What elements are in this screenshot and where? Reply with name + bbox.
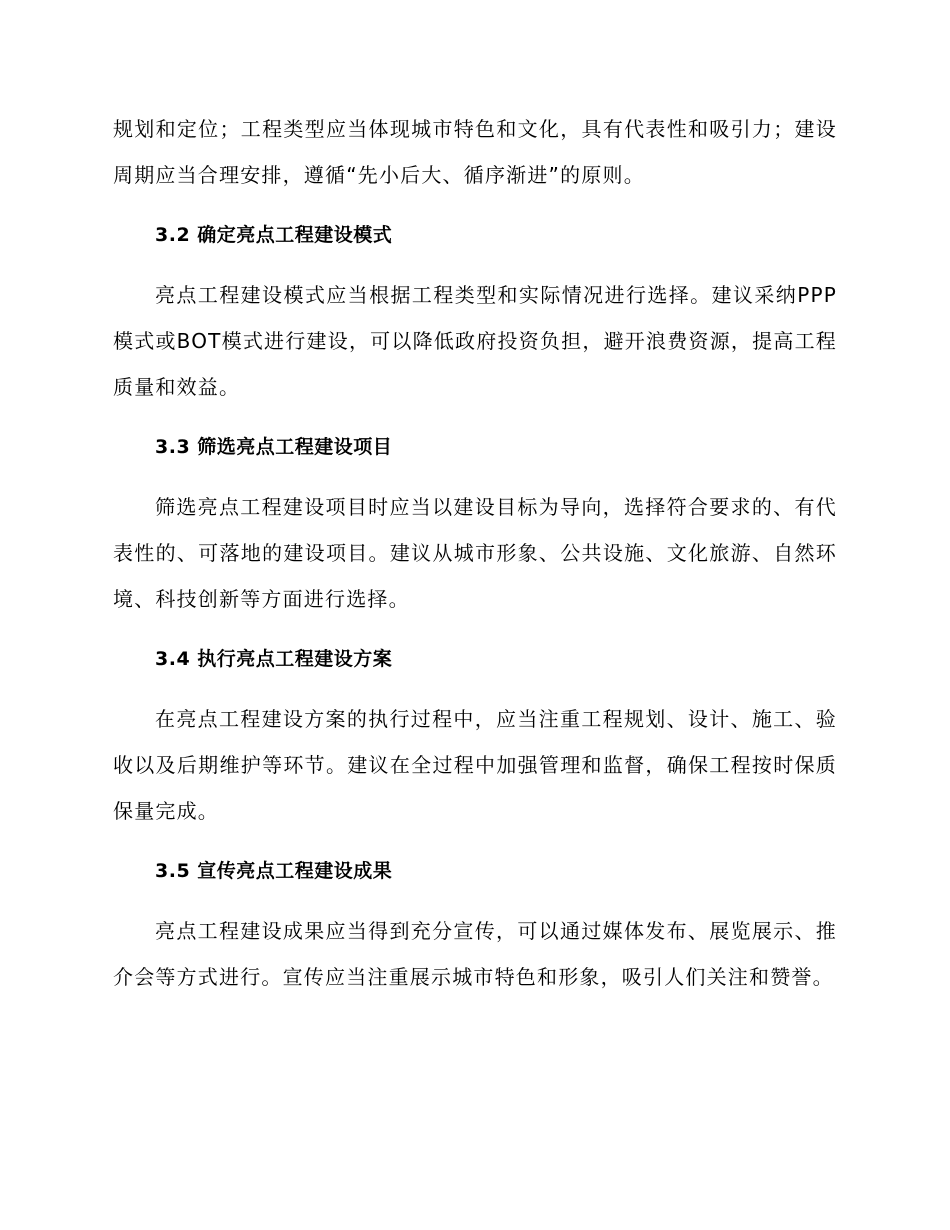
spacer <box>113 410 837 424</box>
section-body-3-4: 在亮点工程建设方案的执行过程中，应当注重工程规划、设计、施工、验收以及后期维护等环节。建议在全过程中加强管理和监督，确保工程按时保质保量完成。 <box>113 707 837 823</box>
document-body <box>113 106 837 1000</box>
spacer <box>113 834 837 848</box>
section-heading-3-3: 3.3 筛选亮点工程建设项目 <box>155 436 393 458</box>
spacer <box>113 622 837 636</box>
section-body-3-5: 亮点工程建设成果应当得到充分宣传，可以通过媒体发布、展览展示、推介会等方式进行。宣传应当注重展示城市特色和形象，吸引人们关注和赞誉。 <box>113 919 837 989</box>
intro-paragraph: 规划和定位；工程类型应当体现城市特色和文化，具有代表性和吸引力；建设周期应当合理安排，遵循“先小后大、循序渐进”的原则。 <box>113 117 837 187</box>
section-heading-3-2: 3.2 确定亮点工程建设模式 <box>155 224 393 246</box>
spacer <box>113 894 837 908</box>
spacer <box>113 198 837 212</box>
spacer <box>113 470 837 484</box>
spacer <box>113 258 837 272</box>
section-heading-3-4: 3.4 执行亮点工程建设方案 <box>155 648 393 670</box>
section-body-3-3: 筛选亮点工程建设项目时应当以建设目标为导向，选择符合要求的、有代表性的、可落地的建设项目。建议从城市形象、公共设施、文化旅游、自然环境、科技创新等方面进行选择。 <box>113 495 837 611</box>
section-heading-3-5: 3.5 宣传亮点工程建设成果 <box>155 860 393 882</box>
spacer <box>113 682 837 696</box>
section-body-3-2: 亮点工程建设模式应当根据工程类型和实际情况进行选择。建议采纳PPP模式或BOT模式进行建设，可以降低政府投资负担，避开浪费资源，提高工程质量和效益。 <box>113 283 837 399</box>
